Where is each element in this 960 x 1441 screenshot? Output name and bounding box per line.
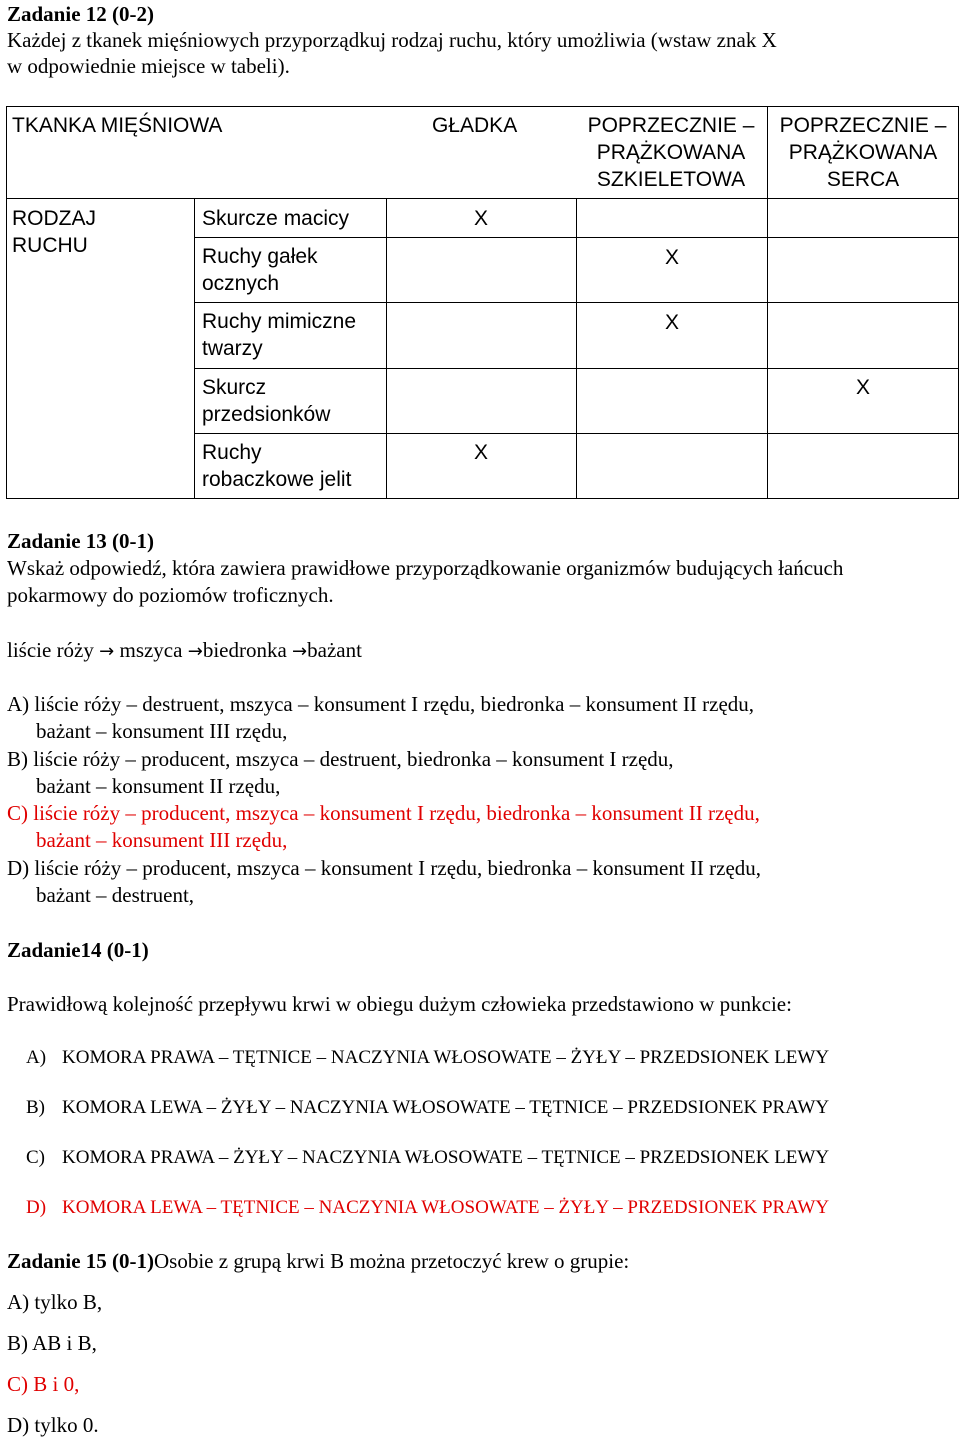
- header-cardiac-line: SERCA: [826, 168, 900, 191]
- header-tissue: TKANKA MIĘŚNIOWA: [12, 114, 223, 137]
- table-border-top: [6, 106, 959, 107]
- option-letter: C): [26, 1147, 45, 1168]
- table-x-mark[interactable]: X: [473, 441, 488, 464]
- option-letter: B): [26, 1097, 45, 1118]
- table-row-label-line: Skurcze macicy: [202, 207, 350, 230]
- header-cardiac-line: PRĄŻKOWANA: [788, 141, 938, 164]
- option-text: KOMORA LEWA – ŻYŁY – NACZYNIA WŁOSOWATE – TĘTNICE – PRZEDSIONEK PRAWY: [62, 1097, 830, 1118]
- task15-question: Osobie z grupą krwi B można przetoczyć krew o grupie:: [154, 1249, 630, 1273]
- task13-option-b[interactable]: [7, 746, 674, 800]
- option-line: D) liście róży – producent, mszyca – konsument I rzędu, biedronka – konsument II rzędu,: [7, 856, 762, 880]
- task14-option-b[interactable]: [26, 1094, 829, 1121]
- table-row-label-line: ocznych: [202, 272, 280, 295]
- table-x-mark[interactable]: X: [855, 376, 870, 399]
- table-row-label: [202, 439, 351, 493]
- task14-option-c[interactable]: [26, 1144, 829, 1171]
- header-skeletal-line: SZKIELETOWA: [596, 168, 746, 191]
- header-cardiac-line: POPRZECZNIE –: [779, 114, 947, 137]
- table-col-divider: [576, 198, 577, 499]
- table-row-label-line: Ruchy gałek: [202, 245, 318, 268]
- option-line: bażant – konsument III rzędu,: [36, 719, 288, 743]
- arrow-right-icon: →: [99, 641, 115, 662]
- chain-item: mszyca: [119, 638, 183, 662]
- table-row-label-line: Ruchy mimiczne: [202, 310, 357, 333]
- row-group-label-line: RODZAJ: [12, 207, 96, 230]
- table-row-label: [202, 205, 349, 232]
- task13-question-line2: pokarmowy do poziomów troficznych.: [7, 583, 334, 607]
- table-row-label-line: twarzy: [202, 337, 263, 360]
- food-chain: [7, 637, 362, 665]
- task15-header: [7, 1248, 629, 1275]
- table-header-divider: [6, 198, 959, 199]
- table-row-label: [202, 374, 330, 428]
- option-text: KOMORA PRAWA – TĘTNICE – NACZYNIA WŁOSOWATE – ŻYŁY – PRZEDSIONEK LEWY: [62, 1047, 830, 1068]
- option-line: bażant – konsument II rzędu,: [36, 774, 281, 798]
- task15-title: Zadanie 15 (0-1): [7, 1249, 154, 1273]
- arrow-right-icon: →: [292, 641, 308, 662]
- chain-item: biedronka: [202, 638, 287, 662]
- option-line: bażant – konsument III rzędu,: [36, 828, 288, 852]
- task14-option-d-correct[interactable]: [26, 1194, 829, 1221]
- task13-title: Zadanie 13 (0-1): [7, 529, 154, 553]
- task13-question-line1: Wskaż odpowiedź, która zawiera prawidłowe przyporządkowanie organizmów budujących łańcuch: [7, 556, 844, 580]
- task14-option-a[interactable]: [26, 1044, 829, 1071]
- header-skeletal: [576, 112, 766, 193]
- task12-title: Zadanie 12 (0-2): [7, 2, 154, 26]
- task14-title: Zadanie14 (0-1): [7, 938, 149, 962]
- table-row-label-line: Ruchy: [202, 441, 262, 464]
- header-skeletal-line: POPRZECZNIE –: [587, 114, 755, 137]
- option-line: B) liście róży – producent, mszyca – destruent, biedronka – konsument I rzędu,: [7, 747, 674, 771]
- option-letter: A): [26, 1047, 47, 1068]
- arrow-right-icon: →: [187, 641, 203, 662]
- task13-option-a[interactable]: [7, 691, 754, 745]
- task13-option-c-correct[interactable]: [7, 800, 760, 854]
- task12-instruction-line2: w odpowiednie miejsce w tabeli).: [7, 54, 290, 78]
- table-col-divider: [386, 198, 387, 499]
- task15-option-d[interactable]: D) tylko 0.: [7, 1413, 99, 1437]
- table-row-label-line: Skurcz: [202, 376, 267, 399]
- task12-instruction-line1: Każdej z tkanek mięśniowych przyporządkuj rodzaj ruchu, który umożliwia (wstaw znak X: [7, 28, 777, 52]
- option-letter: D): [26, 1197, 47, 1218]
- chain-item: bażant: [307, 638, 362, 662]
- option-line: C) liście róży – producent, mszyca – konsument I rzędu, biedronka – konsument II rzędu,: [7, 801, 760, 825]
- task14-question: Prawidłową kolejność przepływu krwi w obiegu dużym człowieka przedstawiono w punkcie:: [7, 992, 792, 1016]
- table-row-label-line: przedsionków: [202, 403, 331, 426]
- header-cardiac: [768, 112, 958, 193]
- option-text: KOMORA LEWA – TĘTNICE – NACZYNIA WŁOSOWATE – ŻYŁY – PRZEDSIONEK PRAWY: [62, 1197, 830, 1218]
- row-group-label-line: RUCHU: [12, 234, 88, 257]
- table-row-label: [202, 308, 356, 362]
- table-x-mark[interactable]: X: [664, 246, 679, 269]
- task15-option-a[interactable]: A) tylko B,: [7, 1290, 103, 1314]
- table-border-left: [6, 106, 7, 499]
- header-smooth: GŁADKA: [432, 114, 518, 137]
- option-line: A) liście róży – destruent, mszyca – konsument I rzędu, biedronka – konsument II rzędu,: [7, 692, 755, 716]
- option-line: bażant – destruent,: [36, 883, 195, 907]
- table-col-divider: [194, 198, 195, 499]
- option-text: KOMORA PRAWA – ŻYŁY – NACZYNIA WŁOSOWATE – TĘTNICE – PRZEDSIONEK LEWY: [62, 1147, 830, 1168]
- muscle-tissue-table: [6, 106, 959, 499]
- table-border-right: [958, 106, 959, 499]
- task15-option-c-correct[interactable]: C) B i 0,: [7, 1372, 80, 1396]
- table-x-mark[interactable]: X: [473, 207, 488, 230]
- task15-option-b[interactable]: B) AB i B,: [7, 1331, 97, 1355]
- row-group-label: [12, 205, 96, 259]
- table-border-bottom: [6, 498, 959, 499]
- table-row-label-line: robaczkowe jelit: [202, 468, 352, 491]
- table-x-mark[interactable]: X: [664, 311, 679, 334]
- chain-item: liście róży: [7, 638, 94, 662]
- task13-option-d[interactable]: [7, 855, 761, 909]
- table-row-label: [202, 243, 318, 297]
- header-skeletal-line: PRĄŻKOWANA: [596, 141, 746, 164]
